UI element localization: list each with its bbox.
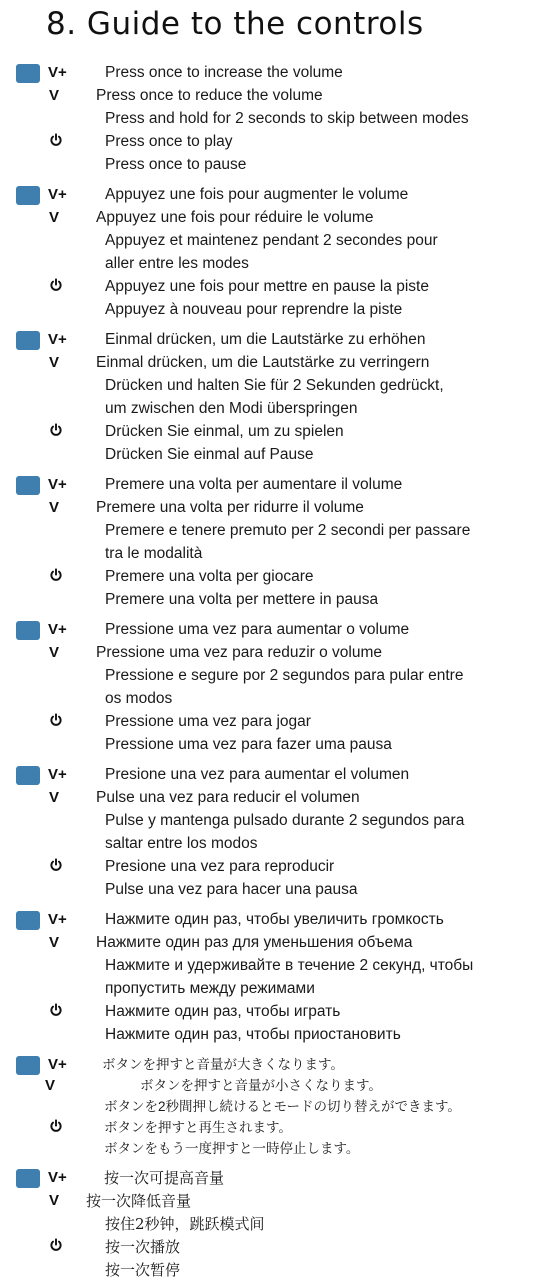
color-square-icon [16, 186, 40, 205]
line-pause: Drücken Sie einmal auf Pause [105, 446, 314, 463]
page-title: 8. Guide to the controls [46, 6, 424, 42]
color-square-icon [16, 64, 40, 83]
line-vplus: 按一次可提高音量 [104, 1169, 225, 1187]
vplus-label: V+ [48, 64, 67, 81]
v-label: V [49, 934, 60, 951]
power-icon [49, 423, 63, 437]
power-icon [49, 1119, 63, 1133]
color-square-icon [16, 1056, 40, 1075]
line-vplus: Appuyez une fois pour augmenter le volume [105, 186, 409, 203]
power-icon [49, 1003, 63, 1017]
vplus-label: V+ [48, 186, 67, 203]
line-play: Appuyez une fois pour mettre en pause la piste [105, 278, 429, 295]
line-play: 按一次播放 [105, 1238, 181, 1256]
line-hold: Drücken und halten Sie für 2 Sekunden gedrückt, [105, 377, 444, 394]
line-hold: Press and hold for 2 seconds to skip between modes [105, 110, 469, 127]
line-hold: Pulse y mantenga pulsado durante 2 segundos para [105, 812, 465, 829]
power-icon [49, 1238, 63, 1252]
line-v: Einmal drücken, um die Lautstärke zu verringern [96, 354, 430, 371]
color-square-icon [16, 766, 40, 785]
color-square-icon [16, 911, 40, 930]
v-label: V [49, 644, 60, 661]
line-hold-cont: saltar entre los modos [105, 835, 258, 852]
v-label: V [49, 354, 60, 371]
line-play: ボタンを押すと再生されます。 [104, 1120, 292, 1135]
line-pause: Premere una volta per mettere in pausa [105, 591, 379, 608]
line-play: Pressione uma vez para jogar [105, 713, 311, 730]
line-v: Appuyez une fois pour réduire le volume [96, 209, 374, 226]
line-pause: 按一次暂停 [105, 1261, 181, 1279]
line-hold-cont: aller entre les modes [105, 255, 249, 272]
line-vplus: Pressione uma vez para aumentar o volume [105, 621, 410, 638]
line-pause: Appuyez à nouveau pour reprendre la piste [105, 301, 403, 318]
line-hold: ボタンを2秒間押し続けるとモードの切り替えができます。 [104, 1099, 461, 1114]
line-pause: Pressione uma vez para fazer uma pausa [105, 736, 392, 753]
v-label: V [49, 87, 60, 104]
line-play: Presione una vez para reproducir [105, 858, 335, 875]
line-vplus: Premere una volta per aumentare il volume [105, 476, 403, 493]
line-hold-cont: пропустить между режимами [105, 980, 315, 997]
line-hold: Appuyez et maintenez pendant 2 secondes pour [105, 232, 438, 249]
v-label: V [45, 1077, 56, 1094]
line-hold: Pressione e segure por 2 segundos para pular entre [105, 667, 464, 684]
line-v: Pressione uma vez para reduzir o volume [96, 644, 383, 661]
line-pause: Pulse una vez para hacer una pausa [105, 881, 358, 898]
power-icon [49, 133, 63, 147]
vplus-label: V+ [48, 331, 67, 348]
line-hold-cont: os modos [105, 690, 173, 707]
power-icon [49, 713, 63, 727]
v-label: V [49, 1192, 60, 1209]
power-icon [49, 858, 63, 872]
color-square-icon [16, 476, 40, 495]
line-v: Нажмите один раз для уменьшения объема [96, 934, 413, 951]
vplus-label: V+ [48, 476, 67, 493]
power-icon [49, 278, 63, 292]
line-vplus: Einmal drücken, um die Lautstärke zu erhöhen [105, 331, 426, 348]
line-play: Нажмите один раз, чтобы играть [105, 1003, 341, 1020]
line-v: 按一次降低音量 [86, 1192, 192, 1210]
line-vplus: Нажмите один раз, чтобы увеличить громкость [105, 911, 444, 928]
power-icon [49, 568, 63, 582]
color-square-icon [16, 1169, 40, 1188]
color-square-icon [16, 331, 40, 350]
line-hold: 按住2秒钟，跳跃模式间 [105, 1215, 265, 1233]
line-play: Drücken Sie einmal, um zu spielen [105, 423, 344, 440]
vplus-label: V+ [48, 621, 67, 638]
line-pause: Press once to pause [105, 156, 247, 173]
line-play: Premere una volta per giocare [105, 568, 314, 585]
vplus-label: V+ [48, 766, 67, 783]
line-v: Press once to reduce the volume [96, 87, 323, 104]
line-hold-cont: um zwischen den Modi überspringen [105, 400, 358, 417]
color-square-icon [16, 621, 40, 640]
v-label: V [49, 209, 60, 226]
line-vplus: Press once to increase the volume [105, 64, 343, 81]
v-label: V [49, 789, 60, 806]
v-label: V [49, 499, 60, 516]
line-hold: Нажмите и удерживайте в течение 2 секунд, чтобы [105, 957, 474, 974]
line-vplus: Presione una vez para aumentar el volumen [105, 766, 410, 783]
vplus-label: V+ [48, 911, 67, 928]
line-v: ボタンを押すと音量が小さくなります。 [140, 1078, 382, 1093]
vplus-label: V+ [48, 1056, 67, 1073]
line-play: Press once to play [105, 133, 233, 150]
line-v: Pulse una vez para reducir el volumen [96, 789, 360, 806]
line-vplus: ボタンを押すと音量が大きくなります。 [102, 1057, 344, 1072]
line-v: Premere una volta per ridurre il volume [96, 499, 364, 516]
line-hold: Premere e tenere premuto per 2 secondi per passare [105, 522, 471, 539]
line-hold-cont: tra le modalità [105, 545, 203, 562]
line-pause: Нажмите один раз, чтобы приостановить [105, 1026, 401, 1043]
vplus-label: V+ [48, 1169, 67, 1186]
line-pause: ボタンをもう一度押すと一時停止します。 [104, 1141, 360, 1156]
